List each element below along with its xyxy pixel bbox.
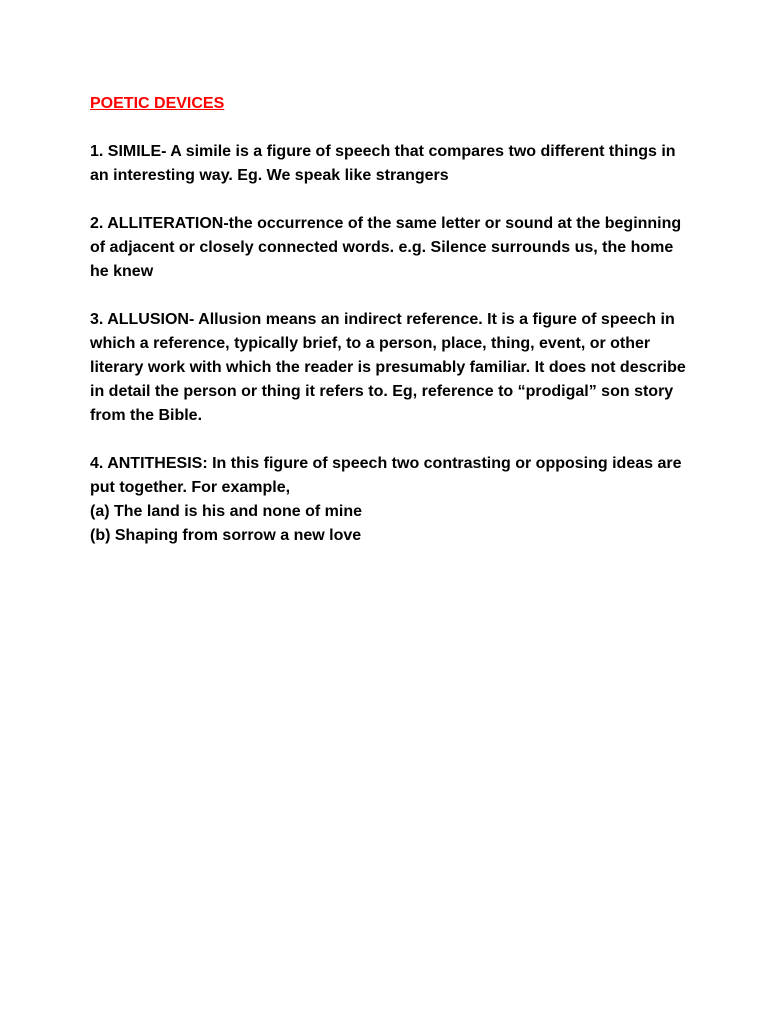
example-a: (a) The land is his and none of mine [90, 503, 363, 520]
document-page [90, 92, 690, 572]
entry-text: 1. SIMILE- A simile is a figure of speech that compares two different things in an interesting way. Eg. We speak like strangers [90, 143, 676, 184]
entry-allusion [90, 308, 690, 428]
document-title: POETIC DEVICES [90, 95, 225, 112]
entry-text: 2. ALLITERATION-the occurrence of the same letter or sound at the beginning of adjacent or closely connected words. e.g. Silence surrounds us, the home he knew [90, 215, 682, 280]
entry-simile [90, 140, 690, 188]
entry-text: 4. ANTITHESIS: In this figure of speech two contrasting or opposing ideas are put together. For example, [90, 455, 682, 496]
entry-text: 3. ALLUSION- Allusion means an indirect reference. It is a figure of speech in which a reference, typically brief, to a person, place, thing, event, or other literary work with which the reader is presumably familiar. It does not describe in detail the person or thing it refers to. Eg, reference to “prodigal” son story from the Bible. [90, 311, 686, 424]
entry-alliteration [90, 212, 690, 284]
entry-antithesis [90, 452, 690, 548]
example-b: (b) Shaping from sorrow a new love [90, 527, 362, 544]
